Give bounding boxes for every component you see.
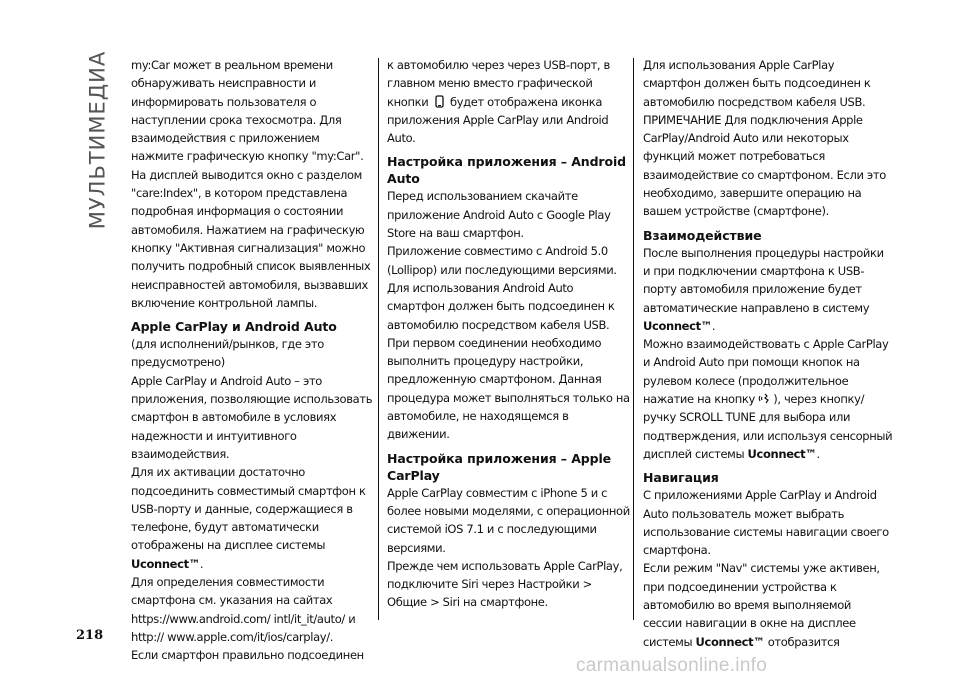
paragraph: После выполнения процедуры настройки и при подключении смартфона к USB-порту автомобиля приложение будет автоматические направлено в систему Uconnect™. — [643, 245, 884, 333]
smartphone-icon — [432, 95, 447, 108]
column-divider — [378, 58, 379, 620]
paragraph: Прежде чем использовать Apple CarPlay, подключите Siri через Настройки > Общие > Siri на смартфоне. — [387, 558, 623, 610]
heading-navigation: Навигация — [643, 470, 719, 486]
column-1 — [131, 56, 375, 665]
paragraph: (для исполнений/рынков, где это предусмотрено) — [131, 337, 324, 370]
paragraph: ПРИМЕЧАНИЕ Для подключения Apple CarPlay/Android Auto или некоторых функций может потребоваться взаимодействие со смартфоном. Если это необходимо, завершите операцию на вашем устройстве (смартфоне). — [643, 112, 886, 219]
paragraph: Приложение совместимо с Android 5.0 (Lollipop) или последующими версиями. — [387, 244, 617, 277]
paragraph: Перед использованием скачайте приложение Android Auto с Google Play Store на ваш смартфон. — [387, 189, 611, 241]
column-2 — [387, 56, 631, 612]
uconnect-brand: Uconnect™ — [747, 446, 817, 461]
paragraph: При первом соединении необходимо выполнить процедуру настройки, предложенную смартфоном. Данная процедура может выполняться только на автомобиле, не находящемся в движении. — [387, 335, 630, 442]
paragraph: Если режим "Nav" системы уже активен, при подсоединении устройства к автомобилю во время выполняемой сессии навигации в окне на дисплее системы Uconnect™ отобразится — [643, 561, 880, 649]
column-divider — [633, 58, 634, 620]
paragraph: к автомобилю через через USB-порт, в главном меню вместо графической кнопки будет отображена иконка приложения Apple CarPlay или Android Auto. — [387, 58, 610, 146]
watermark: carmanualsonline.info — [576, 655, 768, 676]
paragraph: Apple CarPlay и Android Auto – это приложения, позволяющие использовать смартфон в автомобиле в условиях надежности и интуитивного взаимодействия. — [131, 373, 373, 461]
paragraph: На дисплей выводится окно с разделом "care:Index", в котором представлена подробная информация о состоянии автомобиля. Нажатием на графическую кнопку "Активная сигнализация" можно получить подробный список выявленных неисправностей автомобиля, вызвавших включение контрольной лампы. — [131, 167, 371, 310]
paragraph: Для определения совместимости смартфона см. указания на сайтах https://www.android.com/ intl/it_it/auto/ и http:// www.apple.com/it/ios/carplay/. — [131, 575, 356, 644]
paragraph: Можно взаимодействовать с Apple CarPlay и Android Auto при помощи кнопок на рулевом колесе (продолжительное нажатие на кнопку ), через кнопку/ручку SCROLL TUNE для выбора или подтверждения, или используя сенсорный дисплей системы Uconnect™. — [643, 337, 893, 461]
paragraph: Если смартфон правильно подсоединен — [131, 648, 364, 663]
heading-android-auto-setup: Настройка приложения – Android Auto — [387, 154, 626, 187]
page-number: 218 — [76, 628, 104, 643]
uconnect-brand: Uconnect™ — [131, 556, 200, 571]
heading-apple-carplay-setup: Настройка приложения – Apple CarPlay — [387, 450, 612, 483]
section-title: МУЛЬТИМЕДИА — [85, 50, 109, 230]
uconnect-brand: Uconnect™ — [695, 634, 765, 649]
paragraph: Для их активации достаточно подсоединить совместимый смартфон к USB-порту и данные, содержащиеся в телефоне, будут автоматически отображены на дисплее системы Uconnect™. — [131, 465, 366, 571]
heading-interaction: Взаимодействие — [643, 227, 762, 243]
paragraph: Apple CarPlay совместим с iPhone 5 и с более новыми моделями, с операционной системой iOS 7.1 и с последующими версиями. — [387, 485, 630, 555]
paragraph: my:Car может в реальном времени обнаруживать неисправности и информировать пользователя о наступлении срока техосмотра. Для взаимодействия с приложением нажмите графическую кнопку "my:Car". — [131, 58, 364, 164]
heading-apple-carplay-android-auto: Apple CarPlay и Android Auto — [131, 319, 337, 335]
column-3 — [643, 56, 893, 651]
paragraph: Для использования Apple CarPlay смартфон должен быть подсоединен к автомобилю посредством кабеля USB. — [643, 58, 871, 109]
voice-command-icon — [758, 392, 773, 405]
paragraph: С приложениями Apple CarPlay и Android Auto пользователь может выбрать использование системы навигации своего смартфона. — [643, 488, 889, 558]
uconnect-brand: Uconnect™ — [643, 318, 712, 333]
paragraph: Для использования Android Auto смартфон должен быть подсоединен к автомобилю посредством кабеля USB. — [387, 280, 615, 332]
